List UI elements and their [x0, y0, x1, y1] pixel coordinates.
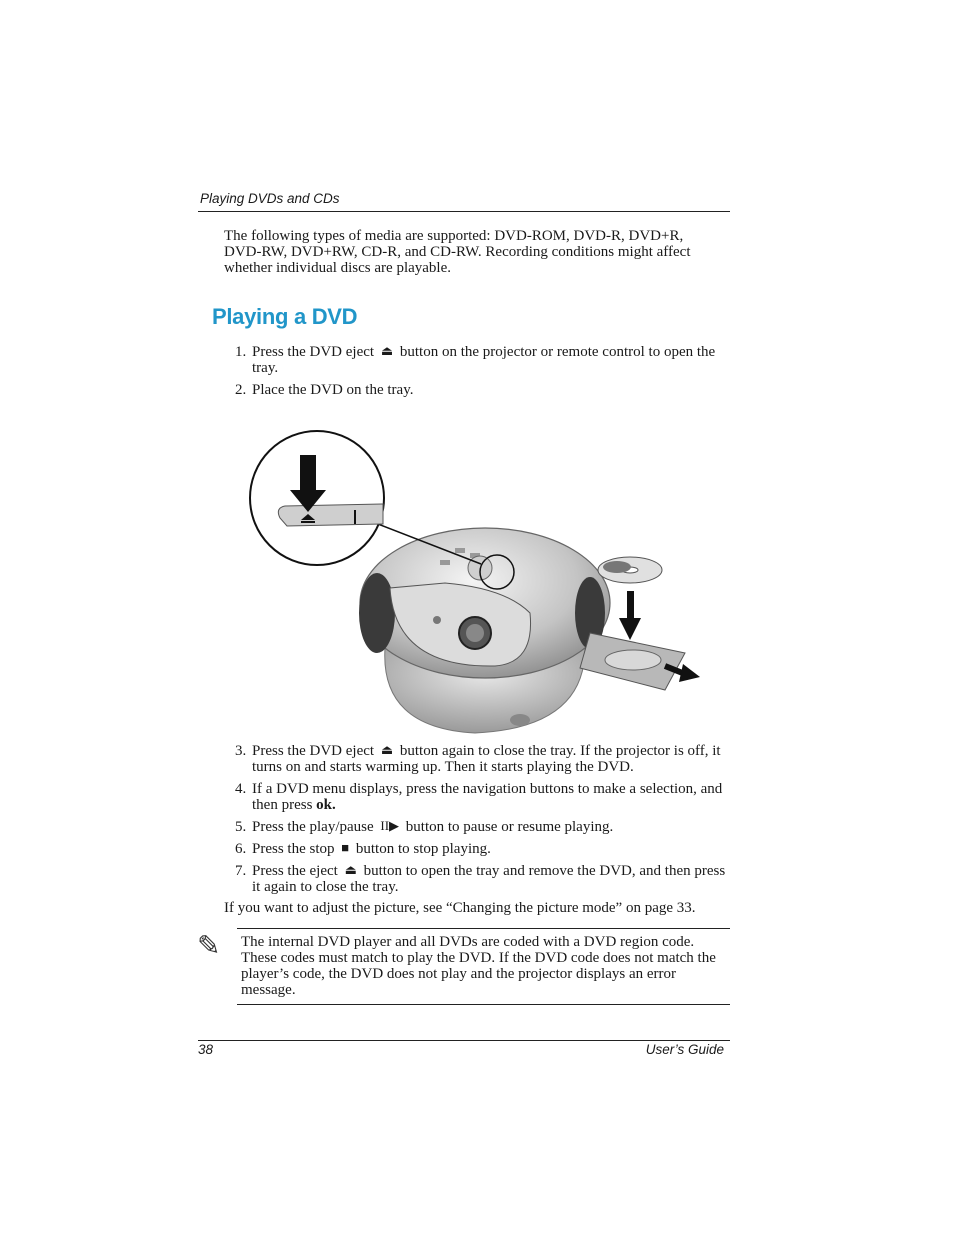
step-text: button again to close the tray. If the projector is off, it turns on and starts warming up. Then it starts playing the DVD.: [252, 743, 721, 775]
step-item: [224, 743, 729, 775]
section-title: Playing a DVD: [212, 304, 358, 329]
step-number: 5.: [235, 819, 247, 835]
header-rule: [198, 211, 730, 212]
step-text: Press the eject: [252, 863, 338, 879]
step-text: button to stop playing.: [355, 841, 491, 857]
step-number: 4.: [235, 781, 247, 797]
eject-icon: ⏏: [380, 742, 394, 757]
step-text: Press the DVD eject: [252, 344, 375, 360]
step-text: Place the DVD on the tray.: [252, 382, 414, 398]
step-text: Press the DVD eject: [252, 743, 375, 759]
steps-list-a: [224, 344, 729, 404]
stop-icon: ■: [341, 840, 350, 855]
step-text: If a DVD menu displays, press the navigation buttons to make a selection, and then press: [252, 781, 723, 813]
note-top-rule: [237, 928, 730, 929]
step-number: 2.: [235, 382, 247, 398]
step-item: [224, 781, 729, 813]
step-text: button to pause or resume playing.: [405, 819, 614, 835]
ok-button-label: ok.: [316, 797, 336, 813]
note-bottom-rule: [237, 1004, 730, 1005]
note-text: The internal DVD player and all DVDs are coded with a DVD region code. These codes must match to play the DVD. If the DVD code does not match the player’s code, the DVD does not play and the projector displays an error message.: [241, 934, 716, 998]
play-pause-icon: II▶: [380, 818, 400, 833]
step-number: 3.: [235, 743, 247, 759]
step-item: [224, 382, 729, 398]
step-number: 6.: [235, 841, 247, 857]
step-text: button on the projector or remote control to open the tray.: [252, 344, 716, 376]
intro-paragraph: The following types of media are supported: DVD-ROM, DVD-R, DVD+R, DVD-RW, DVD+RW, CD-R, and CD-RW. Recording conditions might affect whether individual discs are playable.: [224, 228, 691, 276]
step-number: 7.: [235, 863, 247, 879]
page-number: 38: [198, 1042, 214, 1057]
pencil-icon: ✎: [197, 931, 221, 962]
after-steps-paragraph: If you want to adjust the picture, see “Changing the picture mode” on page 33.: [224, 900, 696, 916]
step-item: [224, 819, 729, 835]
step-text: Press the stop: [252, 841, 335, 857]
footer-rule: [198, 1040, 730, 1041]
step-item: [224, 344, 729, 376]
step-item: [224, 841, 729, 857]
projector-illustration: [245, 428, 705, 738]
steps-list-b: [224, 743, 729, 901]
eject-icon: ⏏: [380, 343, 394, 358]
eject-icon: ⏏: [344, 862, 357, 877]
guide-title: User’s Guide: [645, 1042, 724, 1057]
step-number: 1.: [235, 344, 247, 360]
running-head: Playing DVDs and CDs: [200, 191, 340, 206]
step-text: Press the play/pause: [252, 819, 374, 835]
step-text: button to open the tray and remove the DVD, and then press it again to close the tray.: [252, 863, 726, 895]
step-item: [224, 863, 729, 895]
